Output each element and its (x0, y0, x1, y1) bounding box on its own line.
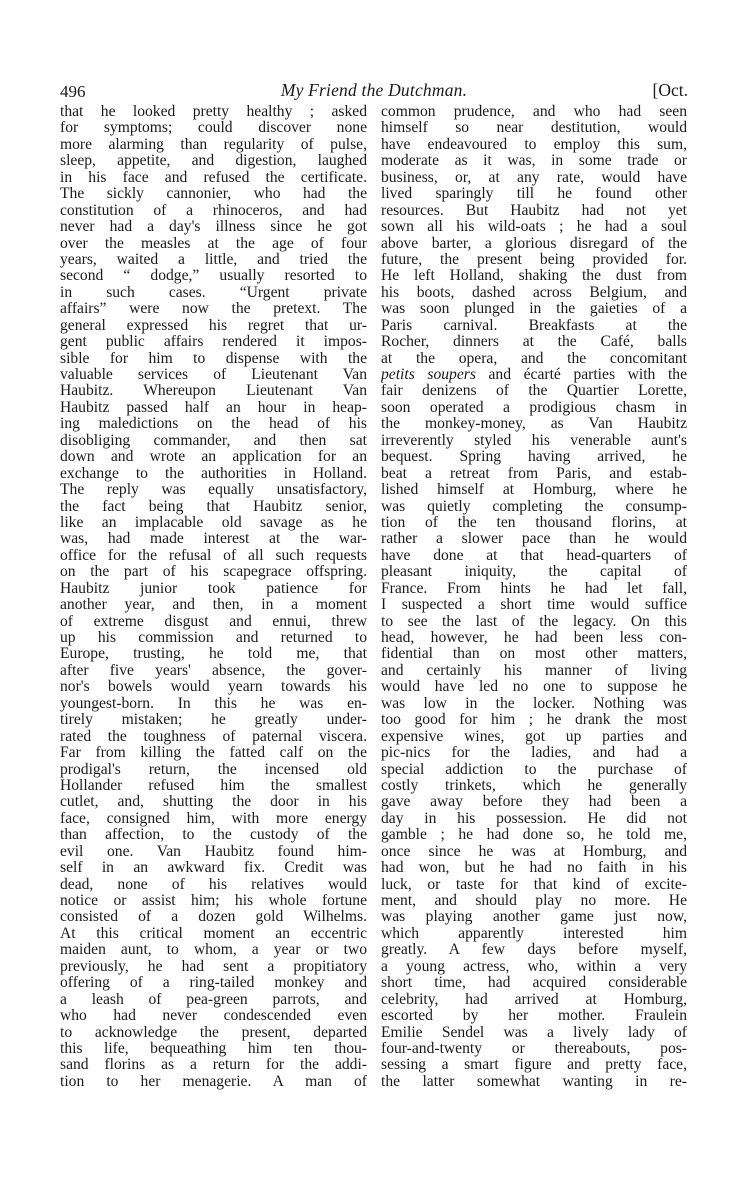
text-line: too good for him ; he drank the most (381, 712, 687, 729)
text-line: escorted by her mother. Fraulein (381, 1008, 687, 1025)
text-line: above barter, a glorious disregard of the (381, 235, 687, 252)
text-line: pic-nics for the ladies, and had a (381, 745, 687, 762)
text-line: have done at that head-quarters of (381, 547, 687, 564)
text-line: evil one. Van Haubitz found him- (60, 843, 367, 860)
text-line: irreverently styled his venerable aunt's (381, 432, 687, 449)
text-line: self in an awkward fix. Credit was (60, 860, 367, 877)
running-title: My Friend the Dutchman. (280, 80, 468, 100)
text-line: a leash of pea-green parrots, and (60, 991, 367, 1008)
text-line: rated the toughness of paternal viscera. (60, 728, 367, 745)
text-line: was, had made interest at the war- (60, 531, 367, 548)
text-line: France. From hints he had let fall, (381, 580, 687, 597)
text-line: himself so near destitution, would (381, 120, 687, 137)
text-line: I suspected a short time would suffice (381, 597, 687, 614)
text-line: exchange to the authorities in Holland. (60, 465, 367, 482)
text-line: soon operated a prodigious chasm in (381, 399, 687, 416)
text-line: tion to her menagerie. A man of (60, 1073, 367, 1090)
text-line: sown all his wild-oats ; he had a soul (381, 219, 687, 236)
running-head (60, 80, 688, 102)
text-line: office for the refusal of all such requests (60, 547, 367, 564)
text-line: a young actress, who, within a very (381, 958, 687, 975)
text-line: short time, had acquired considerable (381, 975, 687, 992)
text-line: prodigal's return, the incensed old (60, 761, 367, 778)
text-line: sand florins as a return for the addi- (60, 1057, 367, 1074)
text-line: the fact being that Haubitz senior, (60, 498, 367, 515)
text-line: head, however, he had been less con- (381, 630, 687, 646)
text-line: affairs” were now the pretext. The (60, 301, 367, 318)
text-line: sessing a smart figure and pretty face, (381, 1057, 687, 1074)
text-line: was quietly completing the consump- (381, 498, 687, 515)
text-line: Hollander refused him the smallest (60, 777, 367, 794)
text-line: Rocher, dinners at the Café, balls (381, 334, 687, 351)
italic-phrase: petits soupers (381, 367, 476, 383)
text-line: celebrity, had arrived at Homburg, (381, 991, 687, 1008)
text-line: Haubitz. Whereupon Lieutenant Van (60, 383, 367, 400)
text-line: that he looked pretty healthy ; asked (60, 104, 367, 120)
text-line: had won, but he had no faith in his (381, 860, 687, 877)
text-line: notice or assist him; his whole fortune (60, 893, 367, 909)
text-line: than affection, to the custody of the (60, 827, 367, 844)
text-line: at the opera, and the concomitant (381, 350, 687, 367)
text-line: fidential than on most other matters, (381, 646, 687, 663)
text-line: pleasant iniquity, the capital of (381, 564, 687, 581)
text-line: Haubitz junior took patience for (60, 580, 367, 597)
running-date: [Oct. (652, 80, 688, 100)
text-line: valuable services of Lieutenant Van (60, 367, 367, 383)
text-line: He left Holland, shaking the dust from (381, 268, 687, 285)
text-line: constitution of a rhinoceros, and had (60, 202, 367, 219)
text-line: his boots, dashed across Belgium, and (381, 284, 687, 301)
text-line: gave away before they had been a (381, 794, 687, 811)
text-line: to see the last of the legacy. On this (381, 613, 687, 630)
text-line: to acknowledge the present, departed (60, 1024, 367, 1041)
text-line: after five years' absence, the gover- (60, 662, 367, 679)
text-line: nor's bowels would yearn towards his (60, 679, 367, 696)
text-line: years, waited a little, and tried the (60, 251, 367, 268)
text-line: which apparently interested him (381, 925, 687, 942)
text-line: ment, and should play no more. He (381, 893, 687, 909)
text-line: dead, none of his relatives would (60, 876, 367, 893)
text-line: expensive wines, got up parties and (381, 728, 687, 745)
text-line: in his face and refused the certificate. (60, 169, 367, 186)
text-line: moderate as it was, in some trade or (381, 153, 687, 170)
text-line: rather a slower pace than he would (381, 531, 687, 548)
text-line: luck, or taste for that kind of excite- (381, 876, 687, 893)
text-line: second “ dodge,” usually resorted to (60, 268, 367, 285)
text-line: was soon plunged in the gaieties of a (381, 301, 687, 318)
text-line: up his commission and returned to (60, 630, 367, 646)
text-line: previously, he had sent a propitiatory (60, 958, 367, 975)
text-line: fair denizens of the Quartier Lorette, (381, 383, 687, 400)
text-line: the monkey-money, as Van Haubitz (381, 416, 687, 433)
text-line: ing maledictions on the head of his (60, 416, 367, 433)
text-line: gent public affairs rendered it impos- (60, 334, 367, 351)
text-line: common prudence, and who had seen (381, 104, 687, 120)
text-line: maiden aunt, to whom, a year or two (60, 942, 367, 959)
text-line: offering of a ring-tailed monkey and (60, 975, 367, 992)
text-line: tion of the ten thousand florins, at (381, 514, 687, 531)
text-line: bequest. Spring having arrived, he (381, 449, 687, 466)
text-line: lived sparingly till he found other (381, 186, 687, 203)
text-line: was playing another game just now, (381, 909, 687, 926)
text-line: tirely mistaken; he greatly under- (60, 712, 367, 729)
text-line: in such cases. “Urgent private (60, 284, 367, 301)
text-line: the latter somewhat wanting in re- (381, 1073, 687, 1090)
text-line: over the measles at the age of four (60, 235, 367, 252)
text-line: petits soupers and écarté parties with the (381, 367, 687, 383)
text-line: and certainly his manner of living (381, 662, 687, 679)
text-line: this life, bequeathing him ten thou- (60, 1040, 367, 1057)
text-line: lished himself at Homburg, where he (381, 482, 687, 499)
text-line: like an implacable old savage as he (60, 514, 367, 531)
text-line: have endeavoured to employ this sum, (381, 136, 687, 153)
text-line: of extreme disgust and ennui, threw (60, 613, 367, 630)
text-line: disobliging commander, and then sat (60, 432, 367, 449)
text-line: down and wrote an application for an (60, 449, 367, 466)
text-line: business, or, at any rate, would have (381, 169, 687, 186)
text-line: At this critical moment an eccentric (60, 925, 367, 942)
text-line: resources. But Haubitz had not yet (381, 202, 687, 219)
text-line: once since he was at Homburg, and (381, 843, 687, 860)
text-line: for symptoms; could discover none (60, 120, 367, 137)
text-line: Europe, trusting, he told me, that (60, 646, 367, 663)
text-line: The reply was equally unsatisfactory, (60, 482, 367, 499)
text-line: on the part of his scapegrace offspring. (60, 564, 367, 581)
text-line: consisted of a dozen gold Wilhelms. (60, 909, 367, 926)
text-line: cutlet, and, shutting the door in his (60, 794, 367, 811)
text-line: future, the present being provided for. (381, 251, 687, 268)
text-line: who had never condescended even (60, 1008, 367, 1025)
text-line: special addiction to the purchase of (381, 761, 687, 778)
text-line: gamble ; he had done so, he told me, (381, 827, 687, 844)
text-line: Haubitz passed half an hour in heap- (60, 399, 367, 416)
text-line: sible for him to dispense with the (60, 350, 367, 367)
page-number: 496 (60, 82, 86, 101)
text-line: greatly. A few days before myself, (381, 942, 687, 959)
text-line: day in his possession. He did not (381, 810, 687, 827)
left-column (60, 104, 367, 1090)
text-line: more alarming than regularity of pulse, (60, 136, 367, 153)
text-line: Emilie Sendel was a lively lady of (381, 1024, 687, 1041)
right-column (381, 104, 687, 1090)
text-line: Far from killing the fatted calf on the (60, 745, 367, 762)
text-line: costly trinkets, which he generally (381, 777, 687, 794)
text-line: was low in the locker. Nothing was (381, 695, 687, 712)
text-line: beat a retreat from Paris, and estab- (381, 465, 687, 482)
text-line: Paris carnival. Breakfasts at the (381, 317, 687, 334)
text-line: four-and-twenty or thereabouts, pos- (381, 1040, 687, 1057)
text-line: face, consigned him, with more energy (60, 810, 367, 827)
text-line: would have led no one to suppose he (381, 679, 687, 696)
text-line: The sickly cannonier, who had the (60, 186, 367, 203)
text-line: youngest-born. In this he was en- (60, 695, 367, 712)
text-line: another year, and then, in a moment (60, 597, 367, 614)
text-line: general expressed his regret that ur- (60, 317, 367, 334)
text-line: never had a day's illness since he got (60, 219, 367, 236)
text-line: sleep, appetite, and digestion, laughed (60, 153, 367, 170)
